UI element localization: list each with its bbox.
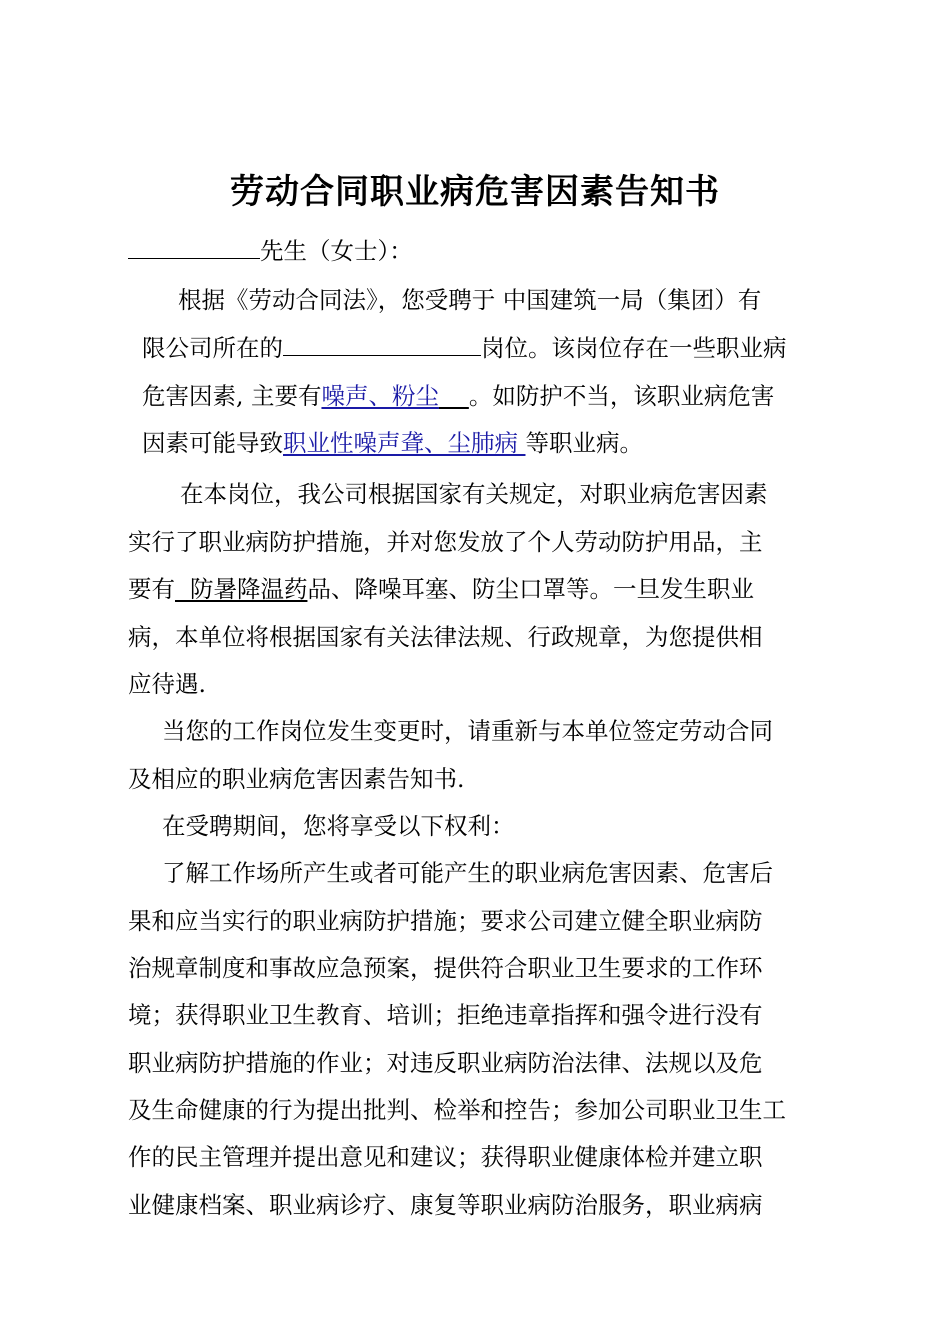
para2-line3-a: 要有 [128, 575, 175, 603]
para1-line4-a: 因素可能导致 [142, 429, 283, 457]
para2-line4: 病，本单位将根据国家有关法律法规、行政规章，为您提供相 [128, 623, 763, 651]
para1-line2-a: 限公司所在的 [142, 334, 283, 362]
para1-line3-a: 危害因素, 主要有 [142, 382, 322, 410]
para4-line1: 在受聘期间，您将享受以下权利： [162, 812, 515, 840]
para1-line1: 根据《劳动合同法》，您受聘于 中国建筑一局（集团）有 [178, 286, 762, 314]
para2-line1: 在本岗位，我公司根据国家有关规定，对职业病危害因素 [180, 480, 768, 508]
para1-line2-b: 岗位。该岗位存在一些职业病 [481, 334, 787, 362]
para2-line3 [128, 574, 754, 604]
para3-line2: 及相应的职业病危害因素告知书. [128, 765, 465, 793]
para5-line1: 了解工作场所产生或者可能产生的职业病危害因素、危害后 [162, 859, 773, 887]
name-blank [128, 236, 260, 259]
salutation-line [128, 236, 413, 266]
para2-line3-b: 品、降噪耳塞、防尘口罩等。一旦发生职业 [307, 575, 754, 603]
para5-line7: 作的民主管理并提出意见和建议；获得职业健康体检并建立职 [128, 1143, 763, 1171]
para1-line3-b: 。如防护不当，该职业病危害 [468, 382, 775, 410]
para5-line3: 治规章制度和事故应急预案，提供符合职业卫生要求的工作环 [128, 954, 763, 982]
para3-line1: 当您的工作岗位发生变更时，请重新与本单位签定劳动合同 [162, 717, 773, 745]
para5-line5: 职业病防护措施的作业；对违反职业病防治法律、法规以及危 [128, 1049, 763, 1077]
hazards-link[interactable]: 噪声、粉尘 [321, 382, 439, 410]
para5-line4: 境；获得职业卫生教育、培训；拒绝违章指挥和强令进行没有 [128, 1001, 763, 1029]
para5-line6: 及生命健康的行为提出批判、检举和控告；参加公司职业卫生工 [128, 1096, 786, 1124]
para1-line4 [142, 428, 643, 458]
protective-item: 防暑降温药 [175, 575, 308, 603]
salutation-text: 先生（女士）： [260, 237, 413, 265]
document-title: 劳动合同职业病危害因素告知书 [230, 172, 720, 212]
position-blank [283, 333, 481, 356]
para2-line5: 应待遇. [128, 670, 206, 698]
para5-line2: 果和应当实行的职业病防护措施；要求公司建立健全职业病防 [128, 907, 763, 935]
para2-line2: 实行了职业病防护措施，并对您发放了个人劳动防护用品，主 [128, 528, 763, 556]
para1-line2 [142, 333, 787, 363]
para1-line4-b: 等职业病。 [525, 429, 643, 457]
para5-line8: 业健康档案、职业病诊疗、康复等职业病防治服务，职业病病 [128, 1191, 763, 1219]
diseases-link[interactable]: 职业性噪声聋、尘肺病 [283, 429, 526, 457]
hazards-blank [439, 382, 469, 410]
para1-line3 [142, 381, 774, 411]
